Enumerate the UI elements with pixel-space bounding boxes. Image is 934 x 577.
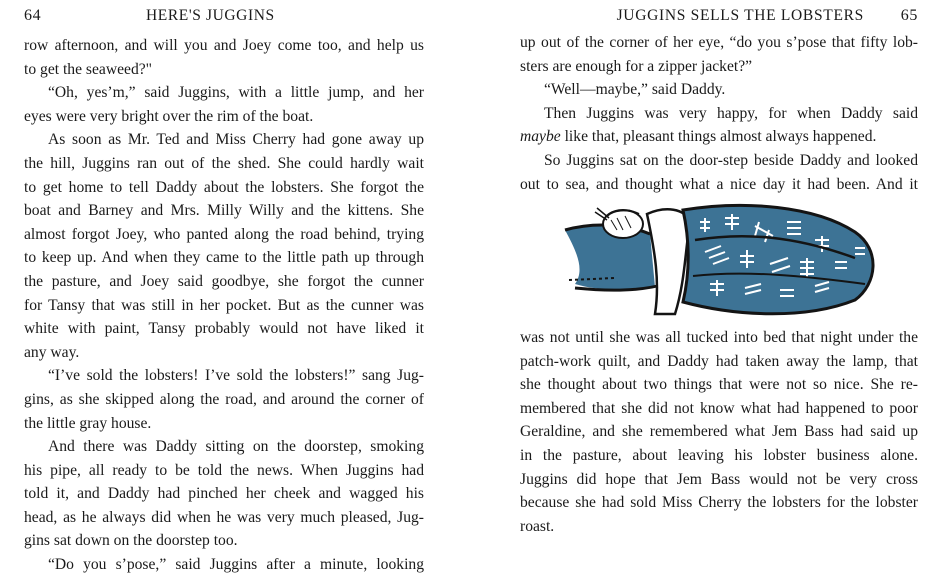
text-line: sters are enough for a zipper jacket?” bbox=[520, 57, 753, 75]
text-line bbox=[520, 125, 918, 149]
text-line: “Do you s’pose,” said Juggins after a minute, looking bbox=[48, 556, 424, 574]
text-line: the hill, Juggins ran out of the shed. She could hardly wait bbox=[24, 154, 424, 172]
left-page-header bbox=[24, 7, 424, 31]
text-line: membered that she did not know what had happened to poor bbox=[520, 399, 918, 417]
text-line: was not until she was all tucked into bed that night under the bbox=[520, 329, 918, 346]
illustration-art bbox=[555, 192, 885, 322]
text-line: the little gray house. bbox=[24, 414, 152, 432]
text-line: Then Juggins was very happy, for when Daddy said bbox=[544, 104, 918, 122]
text-line: “I’ve sold the lobsters! I’ve sold the lobsters!” sang Jug- bbox=[48, 367, 424, 385]
left-page-body bbox=[24, 34, 424, 577]
text-line: to get home to tell Daddy about the lobsters. She forgot the bbox=[24, 178, 424, 196]
text-line: the pasture, and Joey said goodbye, she forgot the cunner bbox=[24, 272, 424, 290]
text-line: out to sea, and thought what a nice day it had been. And it bbox=[520, 175, 918, 193]
running-head: JUGGINS SELLS THE LOBSTERS bbox=[616, 7, 864, 24]
text-line: As soon as Mr. Ted and Miss Cherry had gone away up bbox=[48, 131, 424, 149]
italic-word: maybe bbox=[520, 128, 561, 146]
text-line: up out of the corner of her eye, “do you s’pose that fifty lob- bbox=[520, 34, 918, 51]
line-text: like that, pleasant things almost always happened. bbox=[560, 128, 877, 146]
text-line: his pipe, all ready to be told the news. When Juggins had bbox=[24, 461, 424, 479]
text-line: “Oh, yes’m,” said Juggins, with a little jump, and her bbox=[48, 84, 424, 102]
right-page-body-bottom bbox=[520, 326, 918, 538]
text-line: for Tansy that was still in her pocket. But as the cunner was bbox=[24, 296, 424, 314]
text-line: gins sat down on the doorstep too. bbox=[24, 532, 238, 550]
text-line: So Juggins sat on the door-step beside Daddy and looked bbox=[544, 151, 918, 169]
text-line: boat and Barney and Mrs. Milly Willy and the kittens. She bbox=[24, 202, 424, 220]
text-line: to keep up. And when they came to the little path up through bbox=[24, 249, 424, 267]
text-line: roast. bbox=[520, 517, 555, 535]
text-line: And there was Daddy sitting on the doorstep, smoking bbox=[48, 438, 424, 456]
text-line: “Well—maybe,” said Daddy. bbox=[544, 81, 726, 99]
right-page bbox=[520, 0, 918, 546]
text-line: Geraldine, and she remembered what Jem Bass had said up bbox=[520, 423, 918, 441]
text-line: she thought about two things that were not so nice. She re- bbox=[520, 376, 918, 394]
text-line: head, as he always did when he was very much pleased, Jug- bbox=[24, 508, 424, 526]
text-line: gins, as she skipped along the road, and around the corner of bbox=[24, 390, 424, 408]
text-line: to get the seaweed?" bbox=[24, 60, 153, 78]
text-line: in the pasture, about leaving his lobster business alone. bbox=[520, 446, 918, 464]
right-page-body-top bbox=[520, 31, 918, 196]
text-line: told it, and Daddy had pinched her cheek and wagged his bbox=[24, 485, 424, 503]
text-line: white with paint, Tansy probably would not have liked it bbox=[24, 320, 424, 338]
text-line: eyes were very bright over the rim of the boat. bbox=[24, 107, 314, 125]
text-line: patch-work quilt, and Daddy had taken away the lamp, that bbox=[520, 352, 918, 370]
page-number: 65 bbox=[900, 7, 918, 24]
page-number: 64 bbox=[24, 7, 42, 24]
text-line: Juggins did hope that Jem Bass would not be very cross bbox=[520, 470, 918, 488]
left-page bbox=[24, 0, 424, 574]
sleeping-girl-quilt-illustration bbox=[555, 192, 885, 322]
text-line: because she had sold Miss Cherry the lobsters for the lobster bbox=[520, 494, 918, 512]
text-line: row afternoon, and will you and Joey come too, and help us bbox=[24, 37, 424, 54]
text-line: any way. bbox=[24, 343, 80, 361]
running-head: HERE'S JUGGINS bbox=[146, 7, 275, 24]
right-page-header bbox=[520, 7, 918, 31]
text-line: almost forgot Joey, who panted along the road behind, trying bbox=[24, 225, 424, 243]
